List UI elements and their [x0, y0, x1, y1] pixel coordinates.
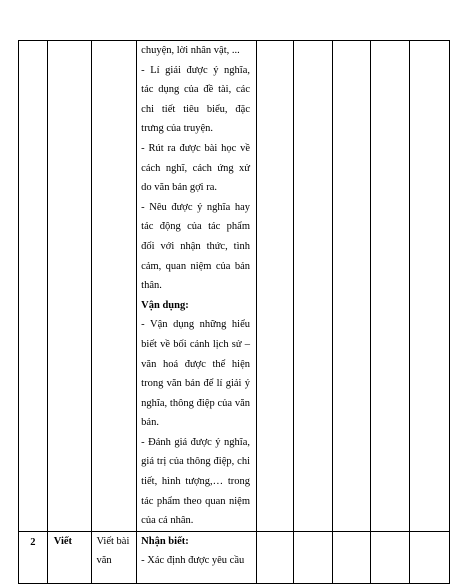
requirement-text: - Rút ra được bài học về cách nghĩ, cách ứng xử do văn bản gợi ra.	[141, 142, 250, 194]
specification-table	[18, 40, 450, 584]
table-cell-empty	[257, 41, 294, 532]
unit-label: Viết bài văn	[96, 535, 130, 567]
requirement-text: - Xác định được yêu cầu	[141, 555, 245, 567]
table-cell-requirements	[137, 41, 257, 532]
skill-label: Viết	[53, 535, 73, 547]
table-cell-empty	[409, 41, 449, 532]
table-cell-empty	[257, 531, 294, 583]
table-cell-unit	[92, 41, 137, 532]
requirements-content	[137, 532, 256, 571]
requirement-heading: Vận dụng:	[141, 299, 189, 311]
table-cell-unit	[92, 531, 137, 583]
table-cell-empty	[371, 531, 409, 583]
table-cell-number	[19, 531, 48, 583]
requirement-heading: Nhận biết:	[141, 535, 189, 547]
requirements-content	[137, 41, 256, 531]
table-row	[19, 531, 450, 583]
table-cell-empty	[294, 531, 332, 583]
table-cell-requirements	[137, 531, 257, 583]
table-cell-empty	[332, 41, 370, 532]
requirement-text: - Đánh giá được ý nghĩa, giá trị của thông điệp, chi tiết, hình tượng,… trong tác phẩm theo quan niệm của cá nhân.	[141, 436, 250, 527]
table-cell-number	[19, 41, 48, 532]
table-cell-empty	[332, 531, 370, 583]
table-row	[19, 41, 450, 532]
requirement-text: - Vận dụng những hiểu biết về bối cảnh lịch sử – văn hoá được thể hiện trong văn bản để lí giải ý nghĩa, thông điệp của văn bản.	[141, 319, 250, 429]
table-cell-empty	[409, 531, 449, 583]
row-number: 2	[30, 536, 36, 548]
table-cell-skill	[47, 531, 92, 583]
table-cell-empty	[371, 41, 409, 532]
requirement-text: - Lí giải được ý nghĩa, tác dụng của đề tài, các chi tiết tiêu biểu, đặc trưng của truyện.	[141, 64, 250, 135]
table-cell-empty	[294, 41, 332, 532]
requirement-text: - Nêu được ý nghĩa hay tác động của tác phẩm đối với nhận thức, tình cảm, quan niệm của bản thân.	[141, 201, 250, 292]
requirement-text: chuyện, lời nhân vật, ...	[141, 45, 240, 56]
table-cell-skill	[47, 41, 92, 532]
